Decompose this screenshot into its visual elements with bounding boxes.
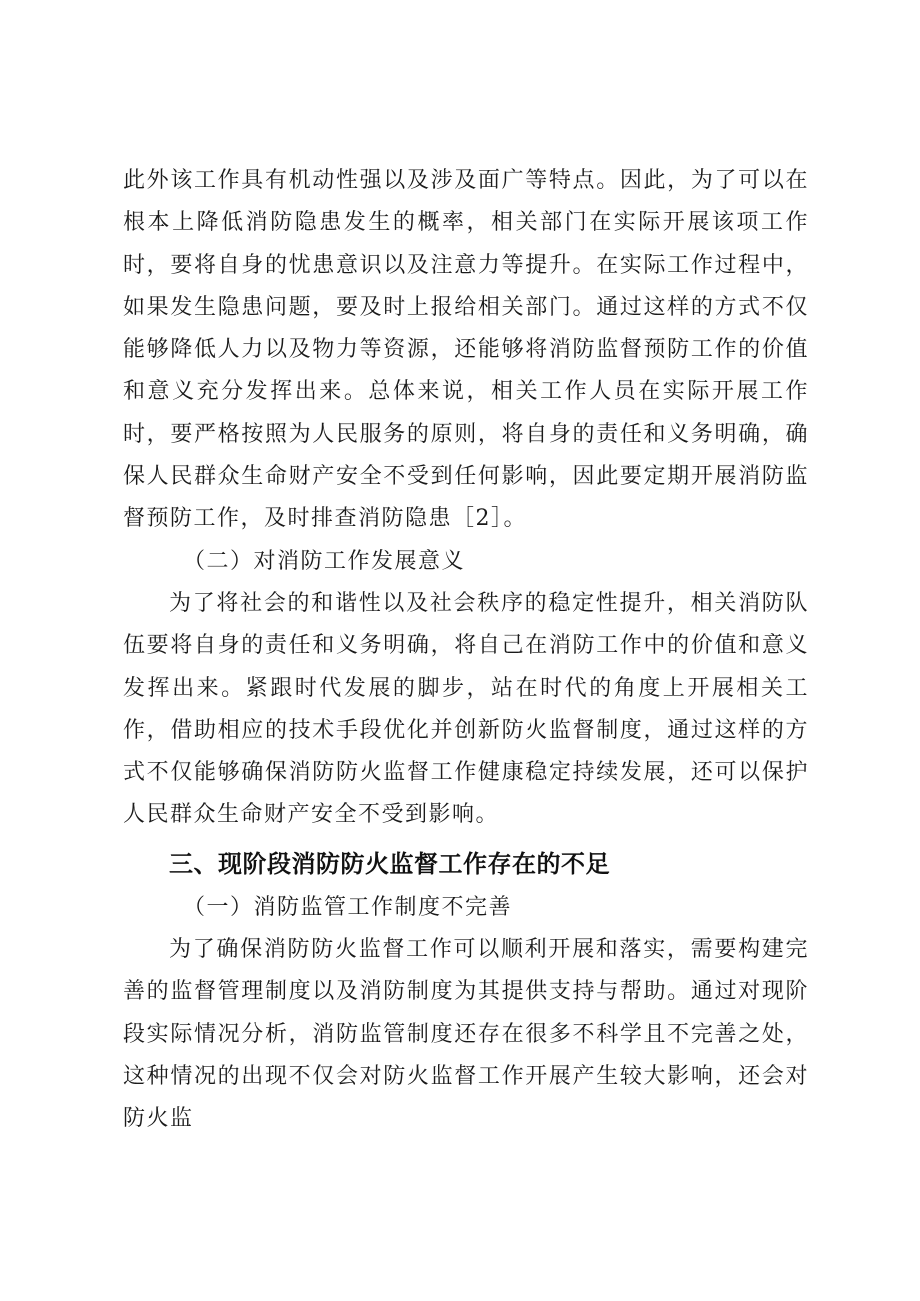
paragraph-regulation-incomplete: 为了确保消防防火监督工作可以顺利开展和落实，需要构建完善的监督管理制度以及消防制度为其提供支持与帮助。通过对现阶段实际情况分析，消防监管制度还存在很多不科学且不完善之处，这种情况的出现不仅会对防火监督工作开展产生较大影响，还会对防火监 [123, 937, 809, 1132]
subheading-development-significance: （二）对消防工作发展意义 [183, 548, 466, 574]
subheading-regulation-incomplete: （一）消防监管工作制度不完善 [183, 894, 513, 920]
document-body [123, 160, 809, 1141]
paragraph-development-significance: 为了将社会的和谐性以及社会秩序的稳定性提升，相关消防队伍要将自身的责任和义务明确，将自己在消防工作中的价值和意义发挥出来。紧跟时代发展的脚步，站在时代的角度上开展相关工作，借助相应的技术手段优化并创新防火监督制度，通过这样的方式不仅能够确保消防防火监督工作健康稳定持续发展，还可以保护人民群众生命财产安全不受到影响。 [123, 590, 809, 828]
paragraph-continuation: 此外该工作具有机动性强以及涉及面广等特点。因此，为了可以在根本上降低消防隐患发生的概率，相关部门在实际开展该项工作时，要将自身的忧患意识以及注意力等提升。在实际工作过程中，如果发生隐患问题，要及时上报给相关部门。通过这样的方式不仅能够降低人力以及物力等资源，还能够将消防监督预防工作的价值和意义充分发挥出来。总体来说，相关工作人员在实际开展工作时，要严格按照为人民服务的原则，将自身的责任和义务明确，确保人民群众生命财产安全不受到任何影响，因此要定期开展消防监督预防工作，及时排查消防隐患［2］。 [123, 168, 809, 532]
section-heading-shortcomings: 三、现阶段消防防火监督工作存在的不足 [169, 849, 610, 878]
